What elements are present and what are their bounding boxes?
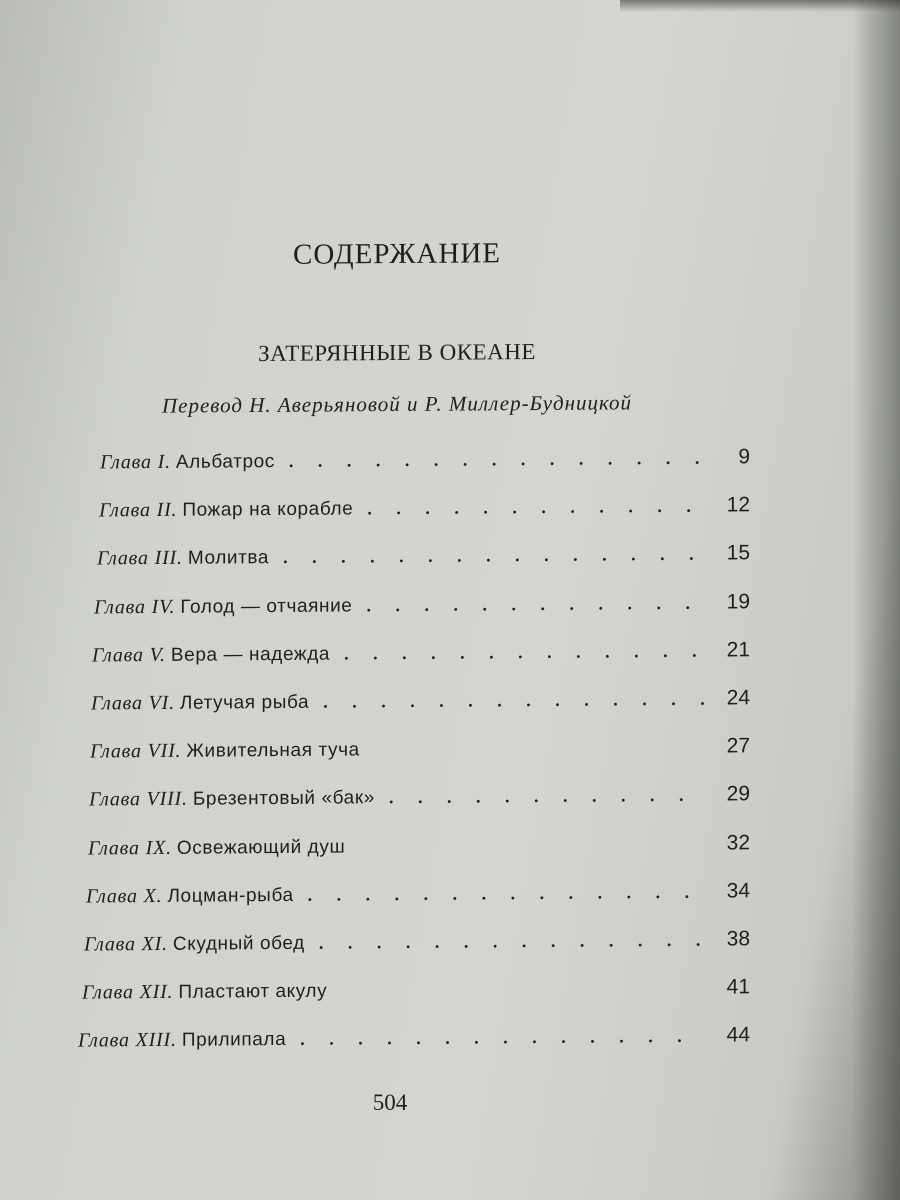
chapter-entry bbox=[90, 734, 750, 787]
chapter-entry bbox=[99, 494, 750, 547]
chapter-page: 32 bbox=[726, 830, 750, 855]
leader-dots bbox=[308, 881, 704, 905]
chapter-page: 9 bbox=[738, 445, 750, 469]
chapter-number: Глава I. bbox=[100, 450, 171, 474]
chapter-title: Прилипала bbox=[181, 1029, 287, 1052]
chapter-number: Глава VII. bbox=[90, 739, 182, 763]
chapter-entry bbox=[94, 590, 750, 643]
chapter-entry bbox=[88, 831, 750, 884]
chapter-entry bbox=[78, 1024, 750, 1077]
leader-dots bbox=[319, 930, 704, 954]
chapter-entry bbox=[86, 879, 750, 932]
leader-dots bbox=[289, 448, 704, 472]
chapter-entry bbox=[82, 975, 750, 1028]
chapter-page: 44 bbox=[726, 1023, 750, 1047]
chapter-number: Глава V. bbox=[92, 643, 166, 667]
chapter-number: Глава VIII. bbox=[89, 788, 188, 811]
chapter-title: Вера — надежда bbox=[170, 643, 331, 666]
chapter-number: Глава XIII. bbox=[78, 1029, 177, 1052]
leader-dots bbox=[344, 640, 704, 664]
chapter-title: Летучая рыба bbox=[179, 691, 310, 714]
page-spine-shadow bbox=[852, 0, 900, 1200]
chapter-title: Освежающий душ bbox=[176, 836, 346, 859]
chapter-page: 34 bbox=[726, 879, 750, 903]
chapter-number: Глава IX. bbox=[88, 836, 172, 860]
chapter-list bbox=[70, 445, 750, 1077]
chapter-number: Глава II. bbox=[99, 499, 178, 522]
chapter-number: Глава VI. bbox=[91, 691, 175, 715]
chapter-entry bbox=[89, 783, 750, 836]
chapter-entry bbox=[97, 542, 750, 595]
chapter-page: 27 bbox=[726, 734, 750, 758]
chapter-number: Глава XI. bbox=[84, 932, 168, 956]
chapter-title: Голод — отчаяние bbox=[180, 595, 353, 618]
page-title: СОДЕРЖАНИЕ bbox=[293, 237, 501, 271]
chapter-entry bbox=[84, 927, 750, 980]
leader-dots bbox=[389, 785, 704, 808]
chapter-title: Пожар на корабле bbox=[182, 498, 354, 521]
chapter-page: 41 bbox=[726, 975, 750, 999]
leader-dots bbox=[323, 689, 704, 713]
leader-dots bbox=[300, 1026, 704, 1050]
section-title: ЗАТЕРЯННЫЕ В ОКЕАНЕ bbox=[258, 339, 536, 366]
chapter-page: 12 bbox=[726, 493, 750, 517]
leader-dots bbox=[366, 592, 704, 616]
leader-dots bbox=[283, 544, 704, 568]
chapter-page: 15 bbox=[726, 541, 750, 565]
chapter-page: 38 bbox=[726, 927, 750, 951]
chapter-number: Глава III. bbox=[97, 547, 183, 570]
chapter-title: Альбатрос bbox=[175, 451, 275, 473]
chapter-page: 24 bbox=[726, 686, 750, 710]
chapter-entry bbox=[91, 686, 750, 739]
chapter-title: Скудный обед bbox=[172, 932, 305, 955]
chapter-page: 19 bbox=[726, 589, 750, 614]
chapter-page: 29 bbox=[726, 782, 750, 806]
chapter-title: Молитва bbox=[187, 547, 270, 570]
chapter-number: Глава XII. bbox=[82, 980, 174, 1004]
chapter-title: Лоцман-рыба bbox=[167, 884, 294, 907]
chapter-number: Глава X. bbox=[86, 884, 163, 908]
chapter-entry bbox=[100, 445, 750, 498]
chapter-page: 21 bbox=[726, 638, 750, 662]
chapter-title: Пластают акулу bbox=[178, 980, 328, 1003]
translator-line: Перевод Н. Аверьяновой и Р. Миллер-Будницкой bbox=[161, 390, 633, 418]
chapter-title: Брезентовый «бак» bbox=[192, 787, 375, 811]
chapter-title: Живительная туча bbox=[186, 739, 360, 762]
leader-dots bbox=[367, 496, 704, 520]
page-number: 504 bbox=[372, 1090, 408, 1115]
chapter-entry bbox=[92, 638, 750, 691]
chapter-number: Глава IV. bbox=[94, 595, 176, 619]
